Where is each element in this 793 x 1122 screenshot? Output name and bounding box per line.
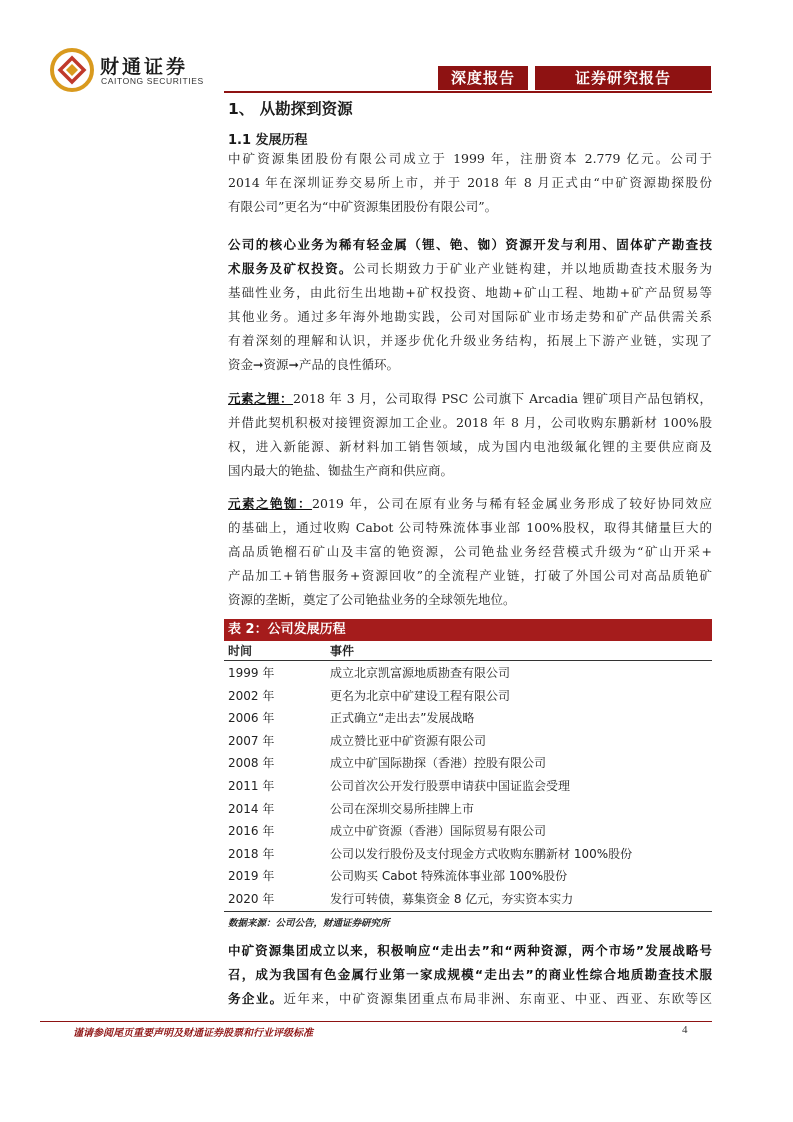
table-body — [228, 662, 712, 911]
row-year: 2006 年 — [228, 711, 275, 726]
footer-disclaimer-note: 谨请参阅尾页重要声明及财通证券股票和行业评级标准 — [73, 1028, 313, 1039]
text-span: 2019 年，公司在原有业务与稀有轻金属业务形成了较好协同效应 — [312, 496, 712, 511]
cesium-lead: 元素之铯铷： — [228, 496, 313, 511]
row-year: 2008 年 — [228, 756, 275, 771]
row-event: 公司购买 Cabot 特殊流体事业部 100%股份 — [330, 869, 568, 884]
row-year: 2002 年 — [228, 688, 275, 703]
header-tab-deep-report: 深度报告 — [438, 66, 528, 90]
header-tab-research-report: 证券研究报告 — [535, 66, 711, 90]
row-event: 成立中矿国际勘探（香港）控股有限公司 — [330, 756, 547, 771]
row-event: 成立北京凯富源地质勘查有限公司 — [330, 666, 511, 680]
subsection-heading: 1.1 发展历程 — [228, 133, 308, 148]
row-year: 1999 年 — [228, 666, 275, 680]
text-line: 资金➞资源➞产品的良性循环。 — [228, 357, 399, 372]
row-year: 2019 年 — [228, 869, 275, 884]
column-header-time: 时间 — [228, 644, 253, 658]
footer-divider — [40, 1021, 712, 1022]
column-header-event: 事件 — [330, 644, 355, 658]
table-row — [228, 820, 712, 843]
text-line: 国内最大的铯盐、铷盐生产商和供应商。 — [228, 463, 454, 478]
text-line: 有限公司”更名为“中矿资源集团股份有限公司”。 — [228, 199, 498, 214]
row-event: 公司首次公开发行股票申请获中国证监会受理 — [330, 778, 571, 793]
table-row — [228, 798, 712, 821]
caitong-logo-icon — [50, 48, 94, 92]
bold-phrase: 务企业。 — [228, 991, 284, 1006]
page-number: 4 — [682, 1024, 688, 1036]
text-line: 并借此契机积极对接锂资源加工企业。2018 年 8 月，公司收购东鹏新材 100%股 — [228, 415, 712, 430]
text-line — [228, 257, 712, 281]
table-title: 表 2：公司发展历程 — [224, 619, 712, 641]
company-logo — [50, 48, 220, 92]
text-line — [228, 987, 712, 1011]
row-event: 成立赞比亚中矿资源有限公司 — [330, 733, 487, 748]
paragraph-lithium — [228, 387, 712, 483]
text-line-bold: 召，成为我国有色金属行业第一家成规模“走出去”的商业性综合地质勘查技术服 — [228, 967, 712, 982]
row-event: 公司在深圳交易所挂牌上市 — [330, 801, 475, 816]
section-heading: 1、 从勘探到资源 — [228, 100, 353, 118]
text-line: 资源的垄断，奠定了公司铯盐业务的全球领先地位。 — [228, 592, 516, 607]
paragraph-intro — [228, 147, 712, 219]
row-year: 2020 年 — [228, 891, 275, 906]
row-year: 2007 年 — [228, 733, 275, 748]
text-line: 高品质铯榴石矿山及丰富的铯资源，公司铯盐业务经营模式升级为“矿山开采+ — [228, 544, 712, 559]
table-bottom-rule — [224, 911, 712, 912]
row-event: 公司以发行股份及支付现金方式收购东鹏新材 100%股份 — [330, 846, 633, 861]
table-row — [228, 685, 712, 708]
text-line — [228, 492, 712, 516]
paragraph-cesium-rubidium — [228, 492, 712, 612]
logo-chinese-name: 财通证券 — [100, 56, 189, 78]
row-year: 2018 年 — [228, 846, 275, 861]
text-span: 公司长期致力于矿业产业链构建，并以地质勘查技术服务为 — [352, 261, 712, 276]
bold-phrase: 术服务及矿权投资。 — [228, 261, 353, 276]
table-row — [228, 730, 712, 753]
text-line: 基础性业务，由此衍生出地勘+矿权投资、地勘+矿山工程、地勘+矿产品贸易等 — [228, 285, 712, 300]
table-row — [228, 662, 712, 685]
row-event: 发行可转债，募集资金 8 亿元，夯实资本实力 — [330, 891, 574, 906]
table-row — [228, 865, 712, 888]
table-row — [228, 775, 712, 798]
text-line-bold: 中矿资源集团成立以来，积极响应“走出去”和“两种资源，两个市场”发展战略号 — [228, 943, 712, 958]
text-span: 近年来，中矿资源集团重点布局非洲、东南亚、中亚、西亚、东欧等区 — [283, 991, 712, 1006]
row-event: 更名为北京中矿建设工程有限公司 — [330, 688, 511, 703]
row-year: 2014 年 — [228, 801, 275, 816]
lithium-lead: 元素之锂： — [228, 391, 293, 406]
header-divider — [224, 91, 712, 93]
row-event: 正式确立“走出去”发展战略 — [330, 711, 475, 726]
text-line: 权，进入新能源、新材料加工销售领域，成为国内电池级氟化锂的主要供应商及 — [228, 439, 712, 454]
text-line: 有着深刻的理解和认识，并逐步优化升级业务结构，拓展上下游产业链，实现了 — [228, 333, 712, 348]
table-row — [228, 888, 712, 911]
row-year: 2011 年 — [228, 778, 275, 793]
text-line: 其他业务。通过多年海外地勘实践，公司对国际矿业市场走势和矿产品供需关系 — [228, 309, 712, 324]
row-event: 成立中矿资源（香港）国际贸易有限公司 — [330, 824, 547, 839]
text-line: 的基础上，通过收购 Cabot 公司特殊流体事业部 100%股权，取得其储量巨大的 — [228, 520, 712, 535]
table-source: 数据来源：公司公告，财通证券研究所 — [228, 918, 390, 929]
logo-english-name: CAITONG SECURITIES — [101, 76, 204, 86]
text-line: 产品加工+销售服务+资源回收”的全流程产业链，打破了外国公司对高品质铯矿 — [228, 568, 712, 583]
table-row — [228, 843, 712, 866]
text-line — [228, 387, 712, 411]
text-line: 2014 年在深圳证券交易所上市，并于 2018 年 8 月正式由“中矿资源勘探股份 — [228, 175, 712, 190]
paragraph-going-out — [228, 939, 712, 1011]
text-span: 2018 年 3 月，公司取得 PSC 公司旗下 Arcadia 锂矿项目产品包销权， — [293, 391, 712, 406]
table-header — [228, 642, 712, 660]
paragraph-core-business — [228, 233, 712, 377]
table-header-rule — [224, 660, 712, 661]
table-row — [228, 752, 712, 775]
row-year: 2016 年 — [228, 824, 275, 839]
table-row — [228, 707, 712, 730]
text-line: 中矿资源集团股份有限公司成立于 1999 年，注册资本 2.779 亿元。公司于 — [228, 151, 712, 166]
text-line-bold: 公司的核心业务为稀有轻金属（锂、铯、铷）资源开发与利用、固体矿产勘查技 — [228, 237, 712, 252]
